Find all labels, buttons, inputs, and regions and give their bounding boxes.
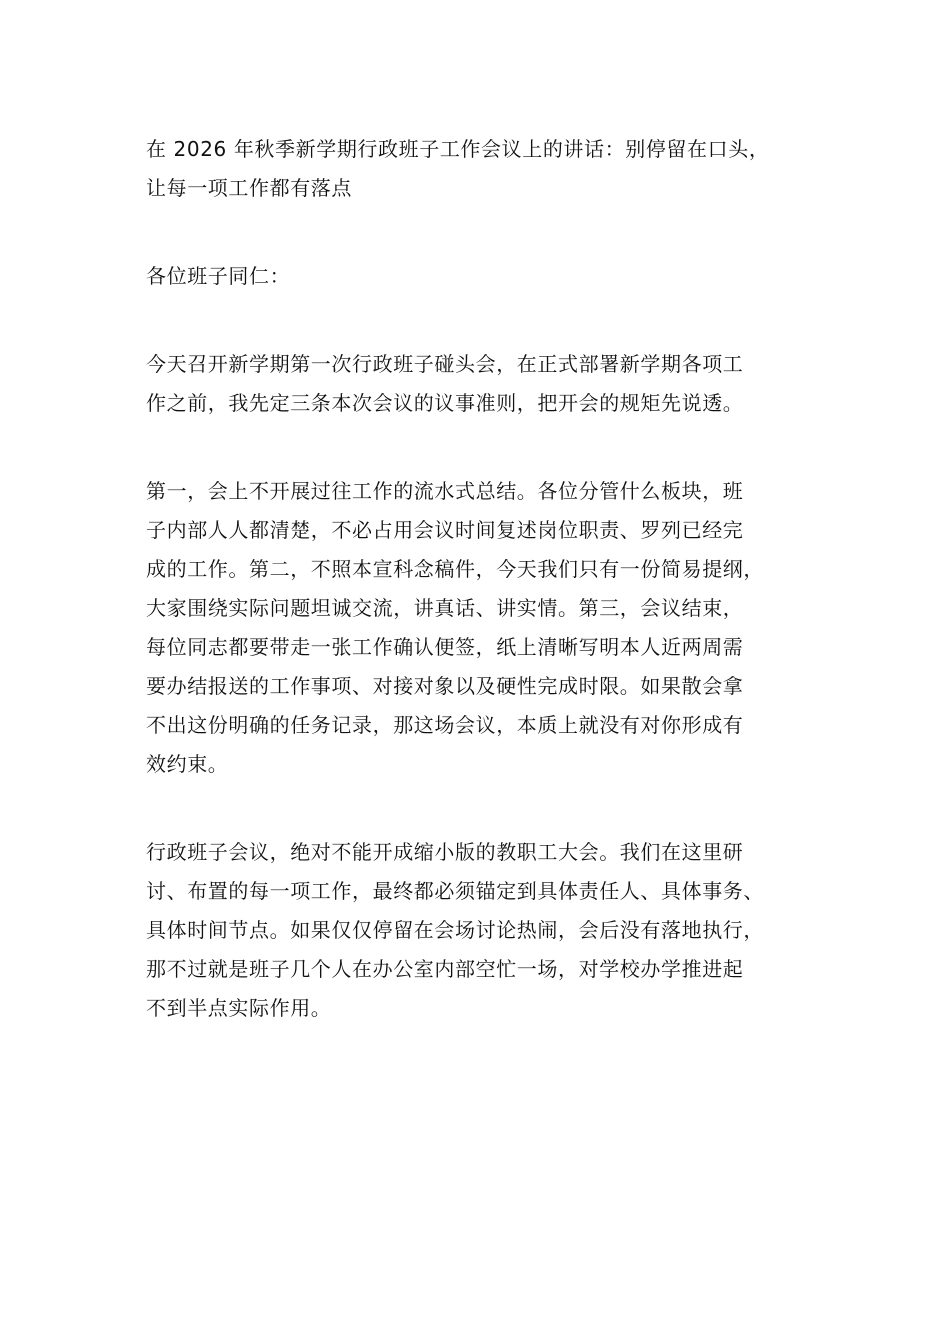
paragraph-line: 不到半点实际作用。 [146,996,332,1020]
paragraph-rules [146,472,814,784]
paragraph-opening [146,345,814,423]
paragraph-line: 讨、布置的每一项工作，最终都必须锚定到具体责任人、具体事务、 [146,879,764,903]
document-body [146,130,814,1077]
paragraph-line: 成的工作。第二，不照本宣科念稿件，今天我们只有一份简易提纲， [146,557,764,581]
paragraph-line: 不出这份明确的任务记录，那这场会议，本质上就没有对你形成有 [146,713,744,737]
paragraph-line: 那不过就是班子几个人在办公室内部空忙一场，对学校办学推进起 [146,957,744,981]
paragraph-line: 第一，会上不开展过往工作的流水式总结。各位分管什么板块，班 [146,479,744,503]
document-title [146,130,814,208]
paragraph-line: 子内部人人都清楚，不必占用会议时间复述岗位职责、罗列已经完 [146,518,744,542]
paragraph-line: 大家围绕实际问题坦诚交流，讲真话、讲实情。第三，会议结束， [146,596,744,620]
paragraph-conclusion [146,833,814,1028]
salutation-line: 各位班子同仁： [146,264,291,288]
salutation [146,257,814,296]
paragraph-line: 行政班子会议，绝对不能开成缩小版的教职工大会。我们在这里研 [146,840,744,864]
title-line: 在 2026 年秋季新学期行政班子工作会议上的讲话：别停留在口头， [146,137,770,161]
paragraph-line: 要办结报送的工作事项、对接对象以及硬性完成时限。如果散会拿 [146,674,744,698]
paragraph-line: 每位同志都要带走一张工作确认便签，纸上清晰写明本人近两周需 [146,635,744,659]
paragraph-line: 作之前，我先定三条本次会议的议事准则，把开会的规矩先说透。 [146,391,744,415]
paragraph-line: 今天召开新学期第一次行政班子碰头会，在正式部署新学期各项工 [146,352,744,376]
title-line: 让每一项工作都有落点 [146,176,352,200]
paragraph-line: 效约束。 [146,752,229,776]
paragraph-line: 具体时间节点。如果仅仅停留在会场讨论热闹，会后没有落地执行， [146,918,764,942]
